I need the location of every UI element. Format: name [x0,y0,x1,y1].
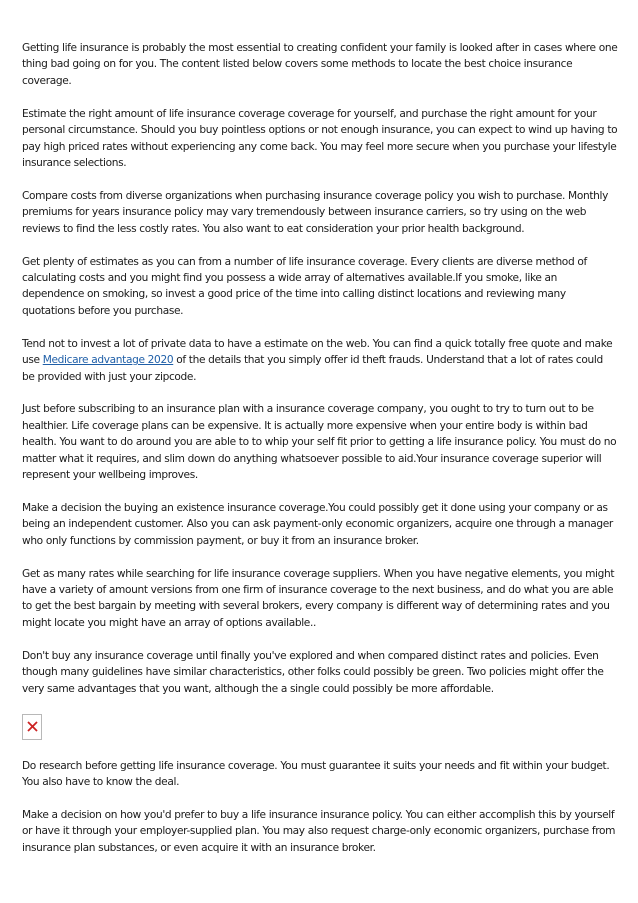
paragraph-intro: Getting life insurance is probably the most essential to creating confident your family is looked after in cases where one thing bad going on for you. The content listed below covers some methods to locate the best choice insurance coverage. [22,42,618,87]
article-body [22,40,618,873]
medicare-advantage-link[interactable]: Medicare advantage 2020 [42,354,174,367]
broken-image-icon [22,714,42,740]
paragraph-many-rates: Get as many rates while searching for life insurance coverage suppliers. When you have negative elements, you might have a variety of amount versions from one firm of insurance coverage to the next business, and do what you are able to get the best bargain by meeting with several brokers, every company is different way of determining rates and you might locate you might have an array of options available.. [22,567,615,629]
paragraph-compare-costs: Compare costs from diverse organizations when purchasing insurance coverage policy you wish to purchase. Monthly premiums for years insurance policy may vary tremendously between insurance carriers, so try using on the web reviews to find the less costly rates. You also want to eat consideration your prior health background. [22,189,609,235]
close-x-icon [27,721,38,732]
paragraph-private-data [22,336,618,385]
paragraph-decision-buying: Make a decision the buying an existence insurance coverage.You could possibly get it done using your company or as being an independent customer. Also you can ask payment-only economic organizers, acquire one through a manager who only functions by commission payment, or buy it from an insurance broker. [22,501,613,547]
paragraph-text: of the details that you simply offer id theft frauds. Understand that a lot of rates could be provided with just your zipcode. [22,354,603,383]
paragraph-do-research: Do research before getting life insurance coverage. You must guarantee it suits your needs and fit within your budget. You also have to know the deal. [22,759,610,788]
paragraph-healthier: Just before subscribing to an insurance plan with a insurance coverage company, you ought to try to turn out to be healthier. Life coverage plans can be expensive. It is actually more expensive when your entire body is within bad health. You want to do around you are able to to whip your self fit prior to getting a life insurance policy. You must do no matter what it requires, and slim down do anything whatsoever possible to aid.Your insurance coverage superior will represent your wellbeing improves. [22,403,617,482]
paragraph-dont-buy: Don't buy any insurance coverage until finally you've explored and when compared distinct rates and policies. Even though many guidelines have similar characteristics, other folks could possibly be green. Two policies might offer the very same advantages that you want, although the a single could possibly be more affordable. [22,649,604,695]
paragraph-how-to-buy: Make a decision on how you'd prefer to buy a life insurance insurance policy. You can either accomplish this by yourself or have it through your employer-supplied plan. You may also request charge-only economic organizers, purchase from insurance plan substances, or even acquire it with an insurance broker. [22,808,616,854]
paragraph-text: Tend not to invest a lot of private data to have a estimate on the web. You can find a quick totally free quote and make use [22,337,613,367]
paragraph-estimate-coverage: Estimate the right amount of life insurance coverage coverage for yourself, and purchase the right amount for your personal circumstance. Should you buy pointless options or not enough insurance, you can expect to wind up having to pay high priced rates without experiencing any come back. You may feel more secure when you purchase your lifestyle insurance selections. [22,107,618,169]
paragraph-get-estimates: Get plenty of estimates as you can from a number of life insurance coverage. Every clients are diverse method of calculating costs and you might find you possess a wide array of alternatives available.If you smoke, like an dependence on smoking, so invest a good price of the time into calling distinct locations and reviewing many quotations before you purchase. [22,255,587,317]
